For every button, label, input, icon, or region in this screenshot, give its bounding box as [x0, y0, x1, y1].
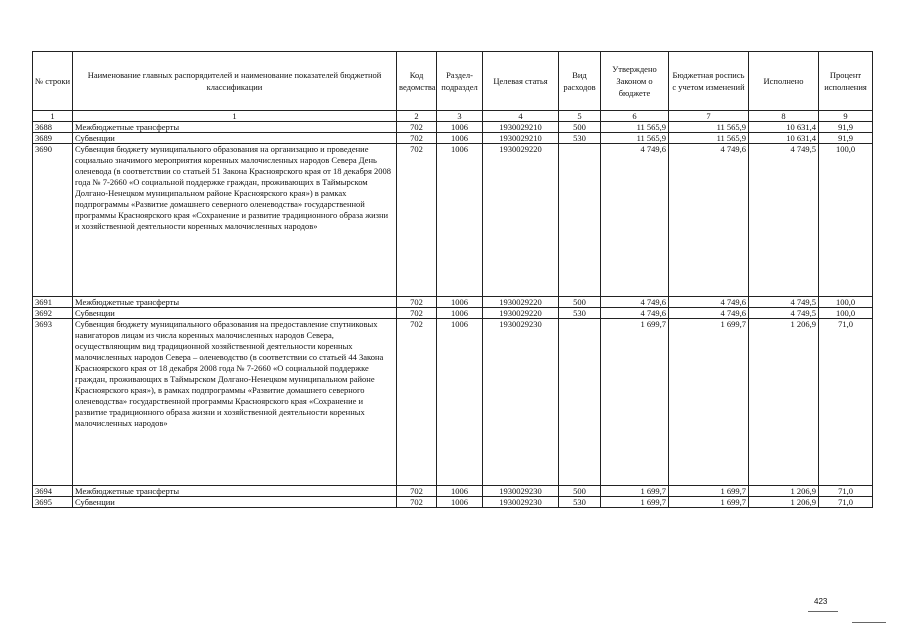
header-row [33, 52, 873, 111]
budget-table [32, 51, 873, 508]
table-row [33, 122, 873, 133]
row-approved: 11 565,9 [601, 133, 669, 144]
row-number: 3693 [33, 319, 73, 486]
row-executed: 1 206,9 [749, 497, 819, 508]
column-number: 1 [73, 111, 397, 122]
row-target: 1930029230 [483, 497, 559, 508]
row-name: Субвенция бюджету муниципального образования на предоставление спутниковых навигаторов лицам из числа коренных малочисленных народов Севера, осуществляющим вид традиционной хозяйственной деятельности коренных малочисленных народов Севера – оленеводство (в соответствии со статьей 44 Закона Красноярского края от 18 декабря 2008 года № 7-2660 «О социальной поддержке граждан, проживающих в Таймырском Долгано-Ненецком муниципальном районе Красноярского края»), в рамках подпрограммы «Развитие домашнего северного оленеводства» государственной программы Красноярского края «Сохранение и развитие традиционного образа жизни и хозяйственной деятельности коренных малочисленных народов» [73, 319, 397, 486]
column-number: 6 [601, 111, 669, 122]
row-name: Межбюджетные трансферты [73, 297, 397, 308]
row-schedule: 1 699,7 [669, 497, 749, 508]
header-section: Раздел-подраздел [437, 52, 483, 111]
row-executed: 10 631,4 [749, 133, 819, 144]
row-code: 702 [397, 308, 437, 319]
header-percent: Процент исполнения [819, 52, 873, 111]
row-schedule: 11 565,9 [669, 122, 749, 133]
column-number: 3 [437, 111, 483, 122]
row-approved: 4 749,6 [601, 144, 669, 297]
row-number: 3695 [33, 497, 73, 508]
row-percent: 100,0 [819, 144, 873, 297]
row-number: 3692 [33, 308, 73, 319]
column-number: 2 [397, 111, 437, 122]
row-code: 702 [397, 319, 437, 486]
row-name: Субвенция бюджету муниципального образования на организацию и проведение социально значимого мероприятия коренных малочисленных народов Севера День оленевода (в соответствии со статьей 51 Закона Красноярского края от 18 декабря 2008 года № 7-2660 «О социальной поддержке граждан, проживающих в Таймырском Долгано-Ненецком муниципальном районе Красноярского края») в рамках подпрограммы «Развитие домашнего северного оленеводства» государственной программы Красноярского края «Сохранение и развитие традиционного образа жизни и хозяйственной деятельности коренных малочисленных народов» [73, 144, 397, 297]
row-code: 702 [397, 133, 437, 144]
scan-mark [852, 622, 886, 623]
row-percent: 100,0 [819, 308, 873, 319]
row-name: Субвенции [73, 308, 397, 319]
column-number: 8 [749, 111, 819, 122]
row-code: 702 [397, 497, 437, 508]
row-type: 500 [559, 297, 601, 308]
row-approved: 11 565,9 [601, 122, 669, 133]
row-type: 530 [559, 308, 601, 319]
column-number: 9 [819, 111, 873, 122]
row-name: Субвенции [73, 133, 397, 144]
row-section: 1006 [437, 133, 483, 144]
table-row [33, 133, 873, 144]
scan-mark [808, 611, 838, 612]
row-target: 1930029210 [483, 133, 559, 144]
header-approved: Утверждено Законом о бюджете [601, 52, 669, 111]
row-section: 1006 [437, 122, 483, 133]
row-name: Межбюджетные трансферты [73, 486, 397, 497]
row-section: 1006 [437, 308, 483, 319]
row-number: 3691 [33, 297, 73, 308]
row-target: 1930029220 [483, 144, 559, 297]
row-approved: 1 699,7 [601, 486, 669, 497]
header-target: Целевая статья [483, 52, 559, 111]
column-number: 4 [483, 111, 559, 122]
row-target: 1930029220 [483, 308, 559, 319]
row-schedule: 11 565,9 [669, 133, 749, 144]
row-executed: 4 749,5 [749, 144, 819, 297]
row-type: 500 [559, 122, 601, 133]
row-target: 1930029220 [483, 297, 559, 308]
row-section: 1006 [437, 319, 483, 486]
table-row [33, 144, 873, 297]
row-section: 1006 [437, 486, 483, 497]
header-exp-type: Вид расходов [559, 52, 601, 111]
row-section: 1006 [437, 497, 483, 508]
row-code: 702 [397, 486, 437, 497]
row-percent: 91,9 [819, 133, 873, 144]
row-percent: 100,0 [819, 297, 873, 308]
row-executed: 1 206,9 [749, 319, 819, 486]
row-approved: 1 699,7 [601, 497, 669, 508]
row-executed: 1 206,9 [749, 486, 819, 497]
row-percent: 71,0 [819, 319, 873, 486]
row-percent: 91,9 [819, 122, 873, 133]
row-approved: 4 749,6 [601, 297, 669, 308]
row-type [559, 319, 601, 486]
row-target: 1930029210 [483, 122, 559, 133]
row-schedule: 1 699,7 [669, 319, 749, 486]
row-executed: 10 631,4 [749, 122, 819, 133]
row-type [559, 144, 601, 297]
row-code: 702 [397, 297, 437, 308]
table-row [33, 297, 873, 308]
table-row [33, 486, 873, 497]
row-section: 1006 [437, 144, 483, 297]
row-number: 3688 [33, 122, 73, 133]
row-number: 3694 [33, 486, 73, 497]
row-approved: 1 699,7 [601, 319, 669, 486]
table-row [33, 308, 873, 319]
row-section: 1006 [437, 297, 483, 308]
header-name: Наименование главных распорядителей и наименование показателей бюджетной классификации [73, 52, 397, 111]
row-type: 530 [559, 133, 601, 144]
row-executed: 4 749,5 [749, 308, 819, 319]
row-type: 530 [559, 497, 601, 508]
row-name: Субвенции [73, 497, 397, 508]
row-schedule: 4 749,6 [669, 297, 749, 308]
row-code: 702 [397, 144, 437, 297]
page-number: 423 [814, 597, 828, 606]
row-approved: 4 749,6 [601, 308, 669, 319]
row-schedule: 4 749,6 [669, 144, 749, 297]
column-number: 7 [669, 111, 749, 122]
row-target: 1930029230 [483, 486, 559, 497]
header-row-no: № строки [33, 52, 73, 111]
row-schedule: 4 749,6 [669, 308, 749, 319]
row-name: Межбюджетные трансферты [73, 122, 397, 133]
row-target: 1930029230 [483, 319, 559, 486]
column-number: 5 [559, 111, 601, 122]
row-type: 500 [559, 486, 601, 497]
row-percent: 71,0 [819, 497, 873, 508]
table-row [33, 497, 873, 508]
row-schedule: 1 699,7 [669, 486, 749, 497]
row-number: 3690 [33, 144, 73, 297]
row-number: 3689 [33, 133, 73, 144]
row-code: 702 [397, 122, 437, 133]
row-percent: 71,0 [819, 486, 873, 497]
header-schedule: Бюджетная роспись с учетом изменений [669, 52, 749, 111]
table-row [33, 319, 873, 486]
header-executed: Исполнено [749, 52, 819, 111]
column-number: 1 [33, 111, 73, 122]
row-executed: 4 749,5 [749, 297, 819, 308]
header-dept-code: Код ведомства [397, 52, 437, 111]
column-number-row [33, 111, 873, 122]
